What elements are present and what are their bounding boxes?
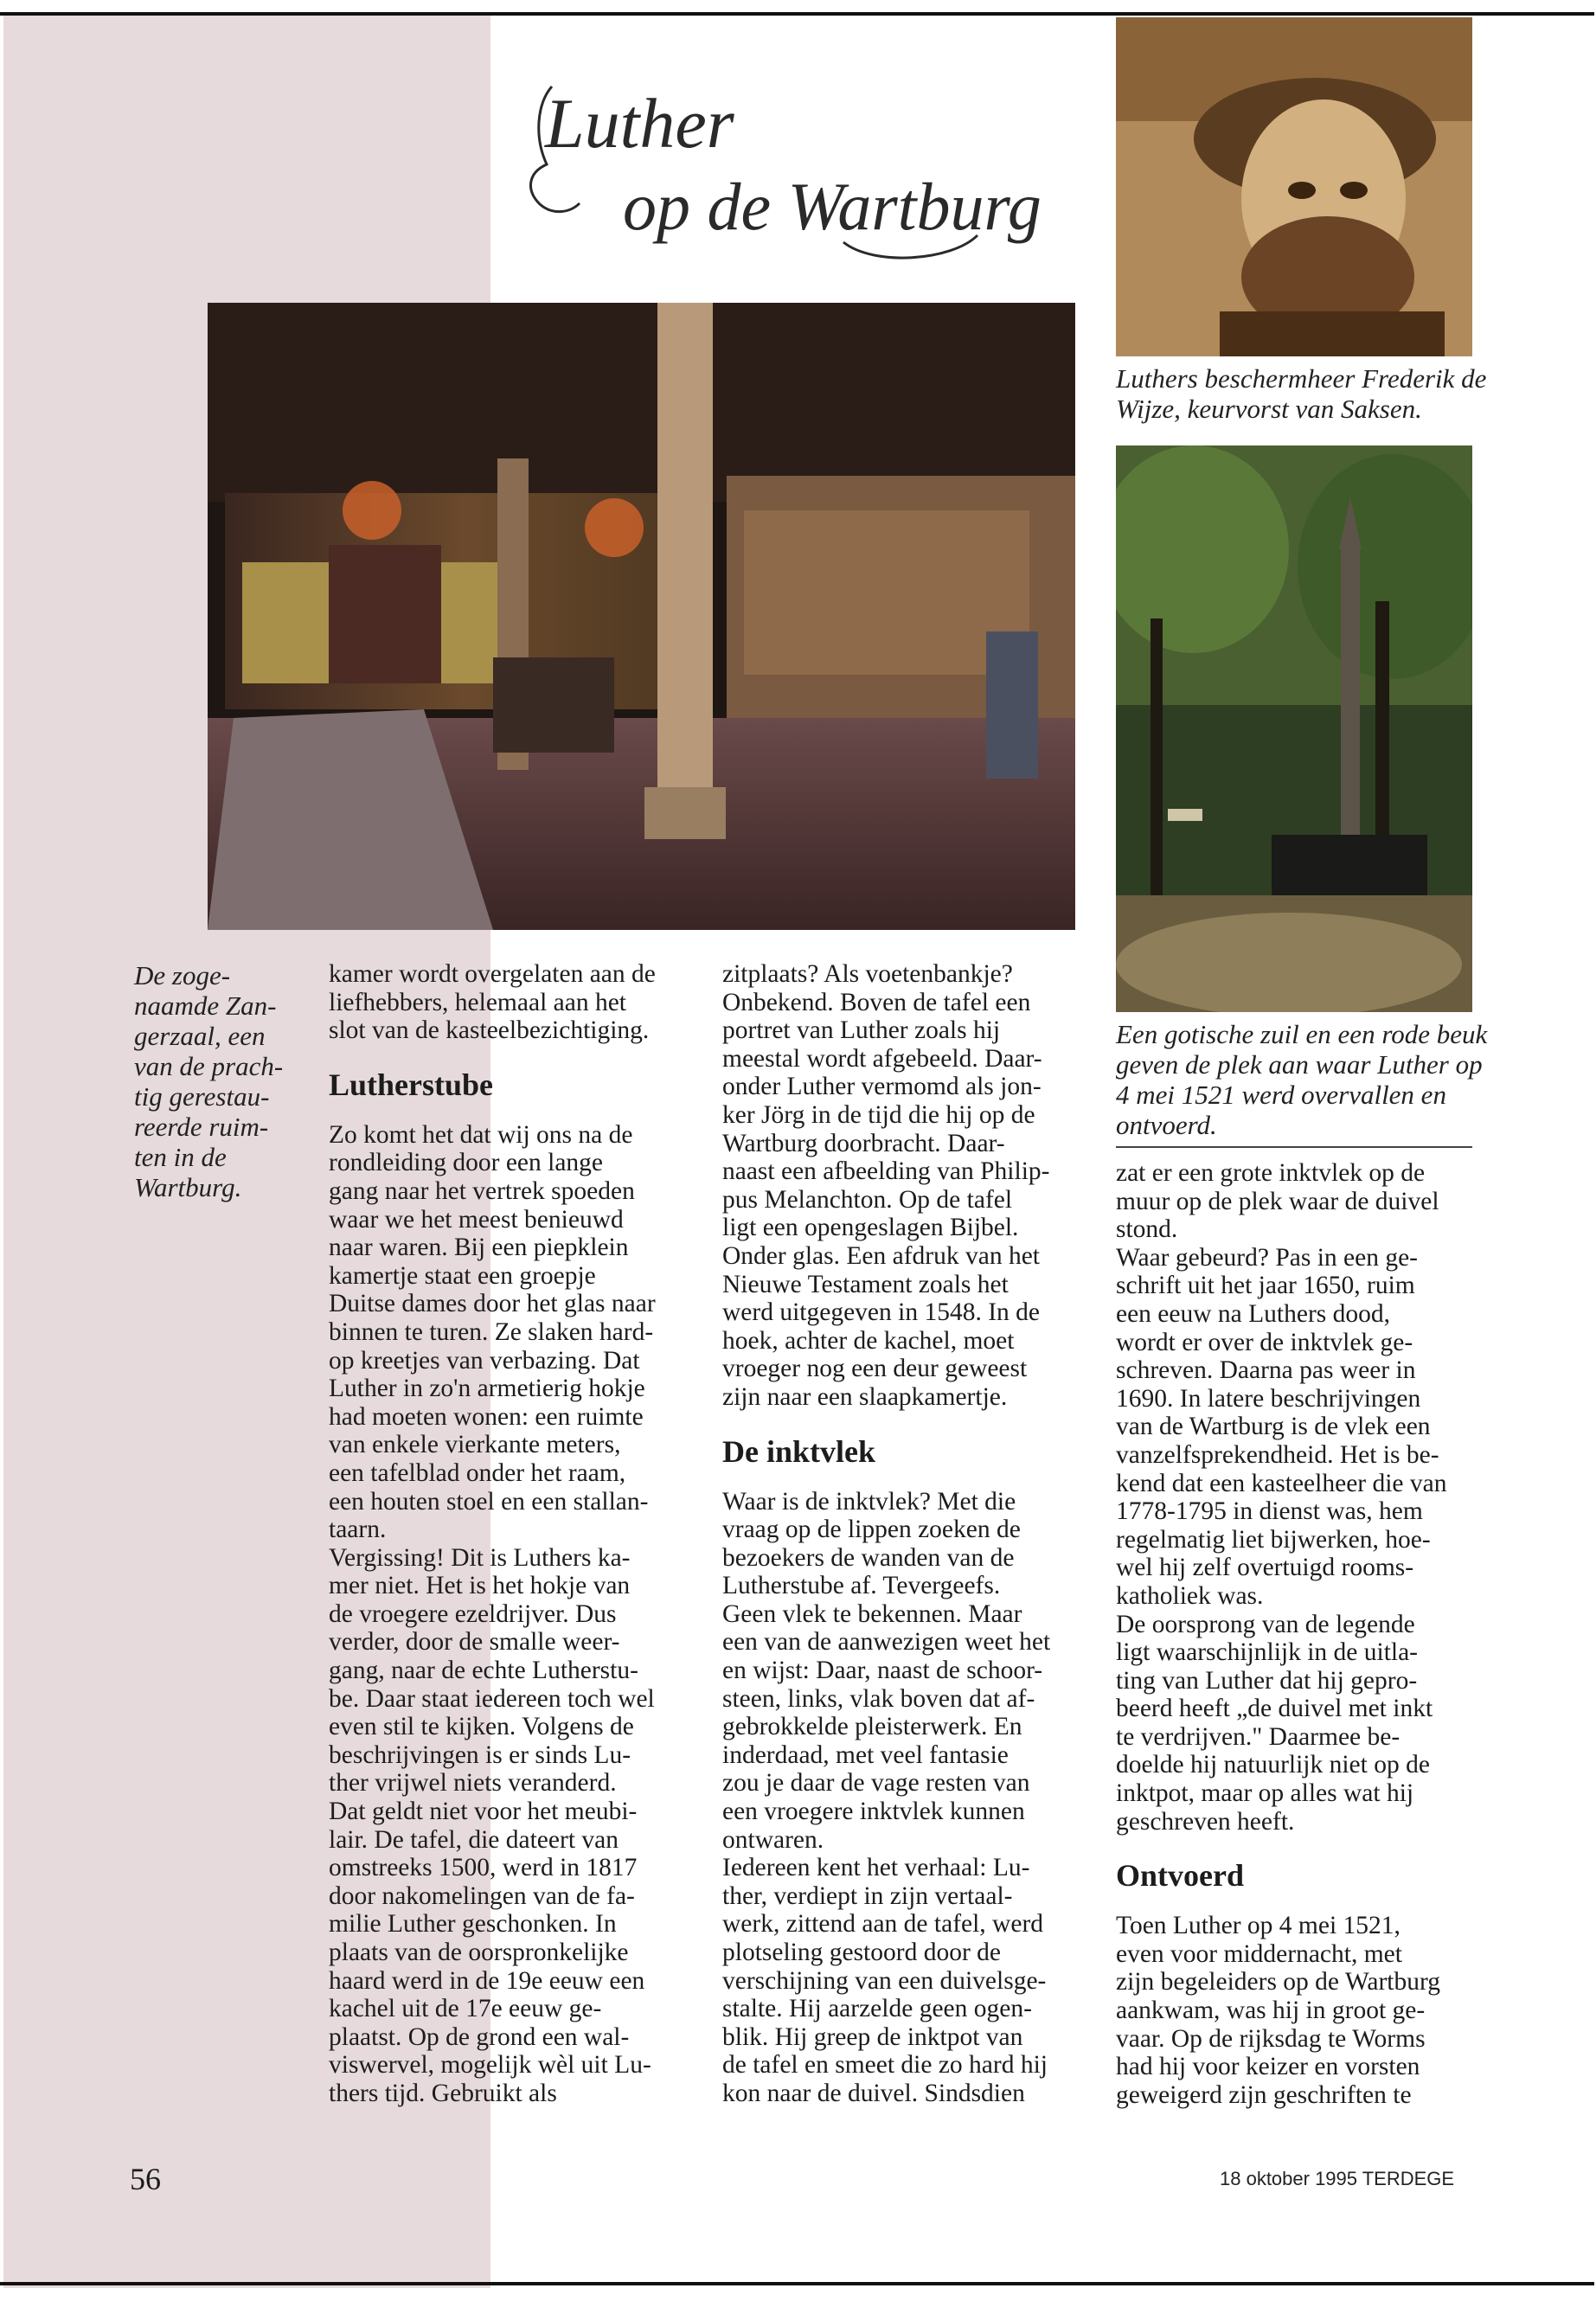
text-column-3	[1116, 1159, 1488, 2109]
caption-landscape: Een gotische zuil en een rode beuk geven de plek aan waar Luther op 4 mei 1521 werd overvallen en ontvoerd.	[1116, 1019, 1488, 1140]
article-title	[502, 35, 1107, 294]
main-photo-zangerzaal	[208, 303, 1075, 930]
column-1-body: Zo komt het dat wij ons na de rondleiding door een lange gang naar het vertrek spoeden waar we het meest benieuwd naar waren. Bij een piepklein kamertje staat een groepje Duitse dames door het glas naar binnen te turen. Ze slaken hard- op kreetjes van verbazing. Dat Luther in zo'n armetierig hokje had moeten wonen: een ruimte van enkele vierkante meters, een tafelblad onder het raam, een houten stoel en een stallan- taarn. Vergissing! Dit is Luthers ka- mer niet. Het is het hokje van de vroegere ezeldrijver. Dus verder, door de smalle weer- gang, naar de echte Lutherstu- be. Daar staat iedereen toch wel even stil te kijken. Volgens de beschrijvingen is er sinds Lu- ther vrijwel niets veranderd. Dat geldt niet voor het meubi- lair. De tafel, die dateert van omstreeks 1500, werd in 1817 door nakomelingen van de fa- milie Luther geschonken. In plaats van de oorspronkelijke haard werd in de 19e eeuw een kachel uit de 17e eeuw ge- plaatst. Op de grond een wal- viswervel, mogelijk wèl uit Lu- thers tijd. Gebruikt als	[329, 1120, 656, 2107]
title-line-1: Luther	[545, 84, 734, 163]
caption-main-photo-text: De zoge- naamde Zan- gerzaal, een van de prach- tig gerestau- reerde ruim- ten in de Wartburg.	[134, 960, 284, 1202]
caption-main-photo	[134, 960, 316, 1202]
caption-divider	[1116, 1146, 1472, 1148]
caption-portrait: Luthers beschermheer Frederik de Wijze, keurvorst van Saksen.	[1116, 363, 1487, 424]
heading-lutherstube: Lutherstube	[329, 1067, 494, 1102]
text-column-2	[722, 960, 1086, 2108]
portrait-photo-frederik	[1116, 17, 1472, 356]
page-number: 56	[130, 2162, 161, 2196]
text-column-1	[329, 960, 692, 2108]
title-line-2: op de Wartburg	[623, 169, 1042, 244]
heading-ontvoerd: Ontvoerd	[1116, 1858, 1244, 1894]
heading-de-inktvlek: De inktvlek	[722, 1433, 876, 1469]
column-2-intro: zitplaats? Als voetenbankje? Onbekend. Boven de tafel een portret van Luther zoals hij meestal wordt afgebeeld. Daar- onder Luther vermomd als jon- ker Jörg in de tijd die hij op de Wartburg doorbracht. Daar- naast een afbeelding van Philip- pus Melanchton. Op de tafel ligt een opengeslagen Bijbel. Onder glas. Een afdruk van het Nieuwe Testament zoals het werd uitgegeven in 1548. In de hoek, achter de kachel, moet vroeger nog een deur geweest zijn naar een slaapkamertje.	[722, 960, 1050, 1411]
landscape-photo-gothic-column	[1116, 445, 1472, 1012]
column-3-intro: zat er een grote inktvlek op de muur op de plek waar de duivel stond. Waar gebeurd? Pas in een ge- schrift uit het jaar 1650, ruim een eeuw na Luthers dood, wordt er over de inktvlek ge- schreven. Daarna pas weer in 1690. In latere beschrijvingen van de Wartburg is de vlek een vanzelfsprekendheid. Het is be- kend dat een kasteelheer die van 1778-1795 in dienst was, hem regelmatig liet bijwerken, hoe- wel hij zelf overtuigd rooms- katholiek was. De oorsprong van de legende ligt waarschijnlijk in de uitla- ting van Luther dat hij gepro- beerd heeft „de duivel met inkt te verdrijven." Daarmee be- doelde hij natuurlijk niet op de inktpot, maar op alles wat hij geschreven heeft.	[1116, 1159, 1447, 1836]
magazine-date-footer: 18 oktober 1995 TERDEGE	[1220, 2168, 1455, 2189]
column-2-body: Waar is de inktvlek? Met die vraag op de lippen zoeken de bezoekers de wanden van de Lutherstube af. Tevergeefs. Geen vlek te bekennen. Maar een van de aanwezigen weet het en wijst: Daar, naast de schoor- steen, links, vlak boven dat af- gebrokkelde pleisterwerk. En inderdaad, met veel fantasie zou je daar de vage resten van een vroegere inktvlek kunnen ontwaren. Iedereen kent het verhaal: Lu- ther, verdiept in zijn vertaal- werk, zittend aan de tafel, werd plotseling gestoord door de verschijning van een duivelsge- stalte. Hij aarzelde geen ogen- blik. Hij greep de inktpot van de tafel en smeet die zo hard hij kon naar de duivel. Sindsdien	[722, 1487, 1051, 2107]
column-3-body: Toen Luther op 4 mei 1521, even voor middernacht, met zijn begeleiders op de Wartburg aankwam, was hij in groot ge- vaar. Op de rijksdag te Worms had hij voor keizer en vorsten geweigerd zijn geschriften te	[1116, 1912, 1441, 2109]
column-1-intro: kamer wordt overgelaten aan de liefhebbers, helemaal aan het slot van de kasteelbezichtiging.	[329, 960, 656, 1045]
